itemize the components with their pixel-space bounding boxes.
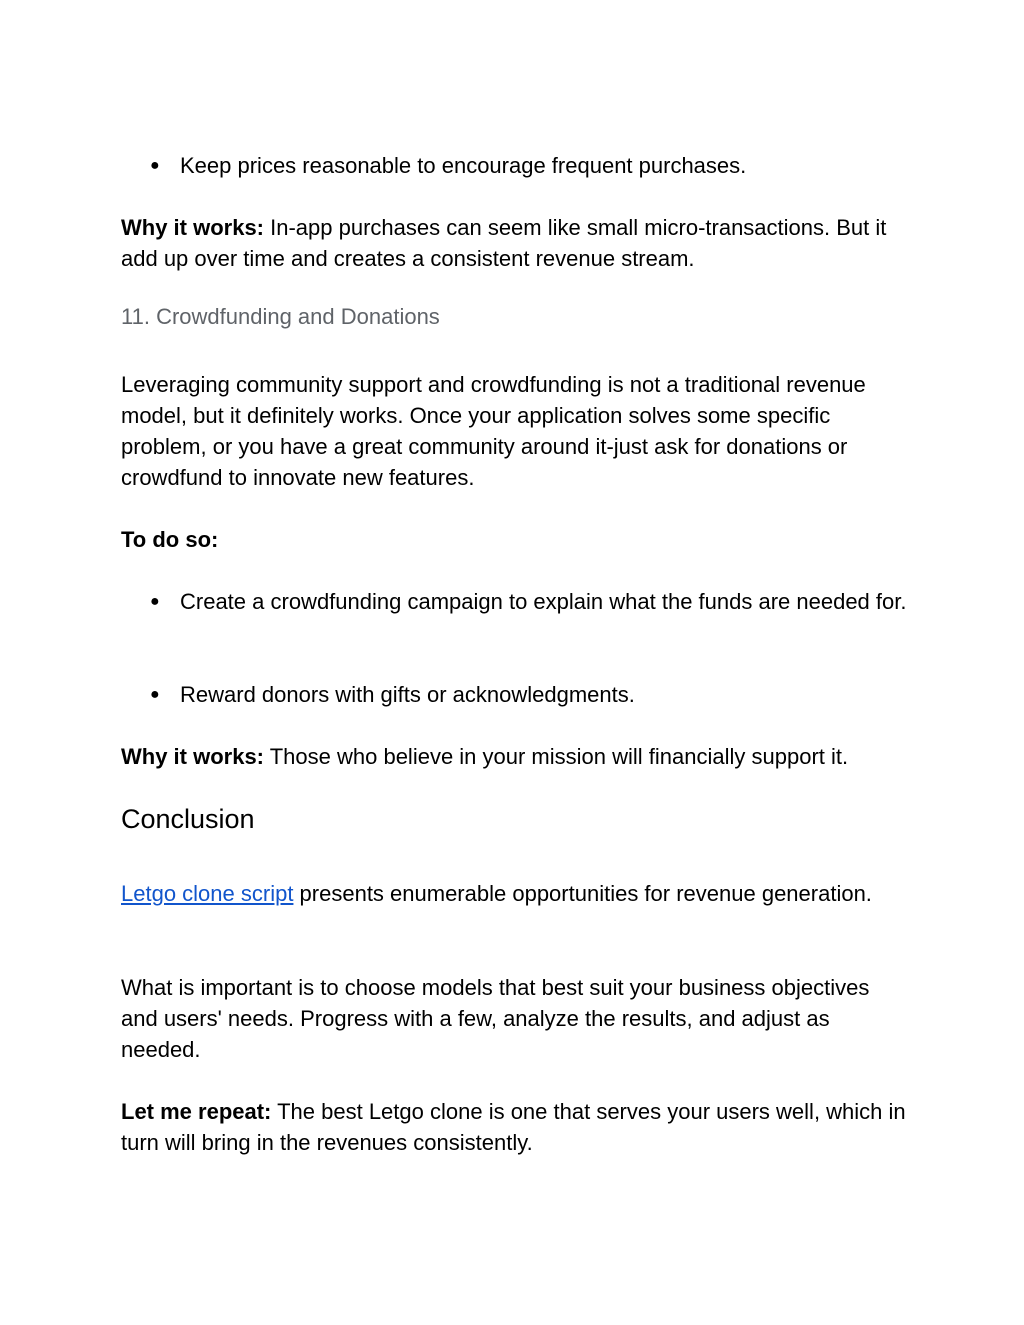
list-item-text: Create a crowdfunding campaign to explain what the funds are needed for. (180, 589, 907, 614)
list-item (150, 679, 910, 710)
repeat-paragraph (121, 1096, 911, 1158)
bullet-icon: ● (150, 157, 160, 174)
conclusion-paragraph (121, 878, 911, 909)
conclusion-paragraph: What is important is to choose models that best suit your business objectives and users' needs. Progress with a few, analyze the results, and adjust as needed. (121, 975, 870, 1062)
why-it-works-paragraph (121, 212, 911, 274)
section-heading: 11. Crowdfunding and Donations (121, 304, 440, 329)
why-it-works-label: Why it works: (121, 215, 265, 240)
section-intro-paragraph: Leveraging community support and crowdfunding is not a traditional revenue model, but it definitely works. Once your application solves some specific problem, or you have a great community around it-just ask for donations or crowdfund to innovate new features. (121, 372, 866, 490)
repeat-label: Let me repeat: (121, 1099, 272, 1124)
letgo-clone-script-link[interactable]: Letgo clone script (121, 881, 294, 906)
conclusion-heading: Conclusion (121, 804, 255, 834)
why-it-works-label: Why it works: (121, 744, 265, 769)
todo-label: To do so: (121, 527, 219, 552)
why-it-works-text: Those who believe in your mission will financially support it. (264, 744, 849, 769)
list-item-text: Keep prices reasonable to encourage frequent purchases. (180, 153, 747, 178)
todo-label-paragraph (121, 524, 911, 555)
bullet-icon: ● (150, 593, 160, 610)
list-item (150, 586, 910, 617)
bullet-icon: ● (150, 686, 160, 703)
why-it-works-text: In-app purchases can seem like small micro-transactions. But it add up over time and creates a consistent revenue stream. (121, 215, 887, 271)
list-item (150, 150, 910, 181)
list-item-text: Reward donors with gifts or acknowledgments. (180, 682, 635, 707)
why-it-works-paragraph (121, 741, 921, 772)
repeat-text: The best Letgo clone is one that serves your users well, which in turn will bring in the revenues consistently. (121, 1099, 906, 1155)
conclusion-paragraph-text: presents enumerable opportunities for revenue generation. (293, 881, 872, 906)
